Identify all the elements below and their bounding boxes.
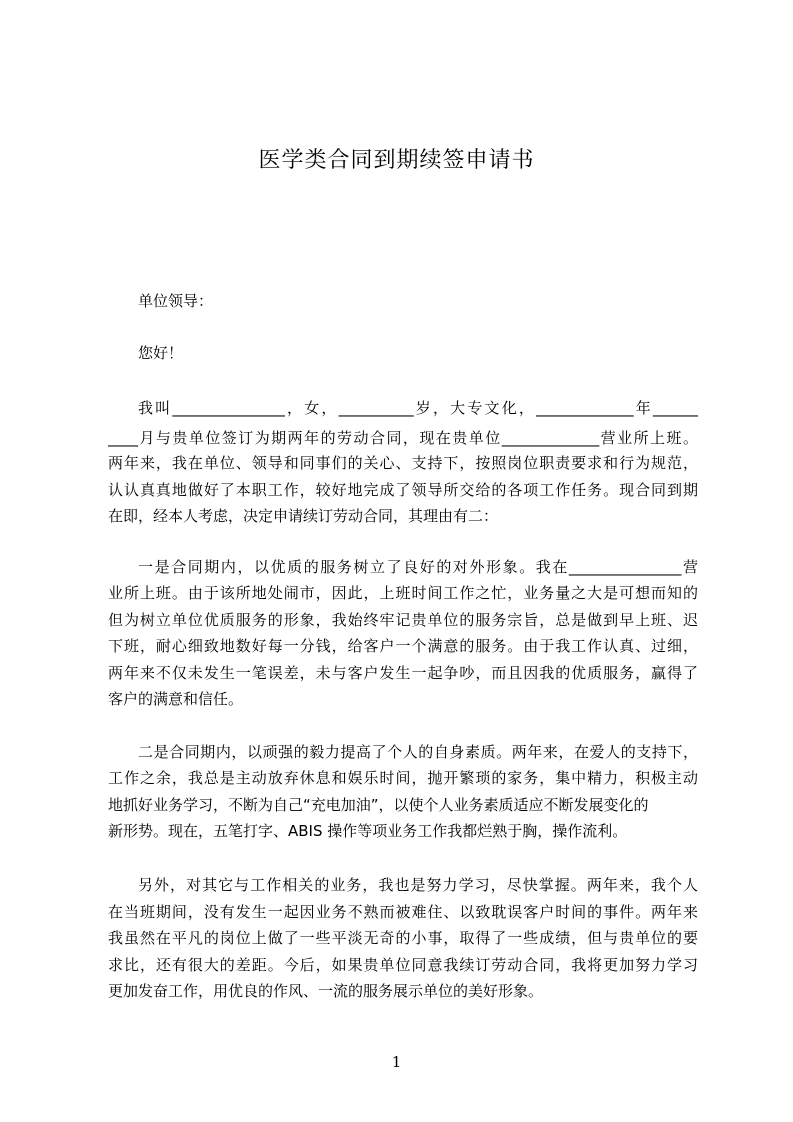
greeting: 您好！ [138,344,184,362]
paragraph-3-line: 二是合同期内，以顽强的毅力提高了个人的自身素质。两年来，在爱人的支持下， [138,743,698,761]
paragraph-1-line: ____月与贵单位签订为期两年的劳动合同，现在贵单位_____________营业所上班。 [108,429,698,447]
paragraph-3-line: 新形势。现在，五笔打字、ABIS 操作等项业务工作我都烂熟于胸，操作流利。 [108,822,628,840]
paragraph-2-line: 业所上班。由于该所地处闹市，因此，上班时间工作之忙，业务量之大是可想而知的 [108,584,698,602]
paragraph-3-line: 地抓好业务学习，不断为自己“充电加油”，以使个人业务素质适应不断发展变化的 [108,796,649,814]
document-title: 医学类合同到期续签申请书 [258,148,535,173]
paragraph-2-line: 两年来不仅未发生一笔误差，未与客户发生一起争吵，而且因我的优质服务，赢得了 [108,664,698,682]
paragraph-2-line: 但为树立单位优质服务的形象，我始终牢记贵单位的服务宗旨，总是做到早上班、迟 [108,611,698,629]
paragraph-4-line: 求比，还有很大的差距。今后，如果贵单位同意我续订劳动合同，我将更加努力学习 [108,956,698,974]
paragraph-2-line: 客户的满意和信任。 [108,690,244,708]
paragraph-1-line: 我叫_______________，女，__________岁，大专文化，_____________年______ [138,399,698,417]
paragraph-4-line: 在当班期间，没有发生一起因业务不熟而被难住、以致耽误客户时间的事件。两年来 [108,903,698,921]
paragraph-1-line: 在即，经本人考虑，决定申请续订劳动合同，其理由有二： [108,507,499,525]
paragraph-2-line: 下班，耐心细致地数好每一分钱，给客户一个满意的服务。由于我工作认真、过细， [108,637,698,655]
paragraph-4-line: 我虽然在平凡的岗位上做了一些平淡无奇的小事，取得了一些成绩，但与贵单位的要 [108,929,698,947]
paragraph-4-line: 更加发奋工作，用优良的作风、一流的服务展示单位的美好形象。 [108,982,544,1000]
paragraph-1-line: 认认真真地做好了本职工作，较好地完成了领导所交给的各项工作任务。现合同到期 [108,481,698,499]
paragraph-3-line: 工作之余，我总是主动放弃休息和娱乐时间，抛开繁琐的家务，集中精力，积极主动 [108,769,698,787]
paragraph-4-line: 另外，对其它与工作相关的业务，我也是努力学习，尽快掌握。两年来，我个人 [138,876,698,894]
paragraph-1-line: 两年来，我在单位、领导和同事们的关心、支持下，按照岗位职责要求和行为规范， [108,454,698,472]
page-number: 1 [391,1053,402,1071]
paragraph-2-line: 一是合同期内，以优质的服务树立了良好的对外形象。我在_______________营 [138,558,698,576]
salutation: 单位领导： [138,292,214,310]
